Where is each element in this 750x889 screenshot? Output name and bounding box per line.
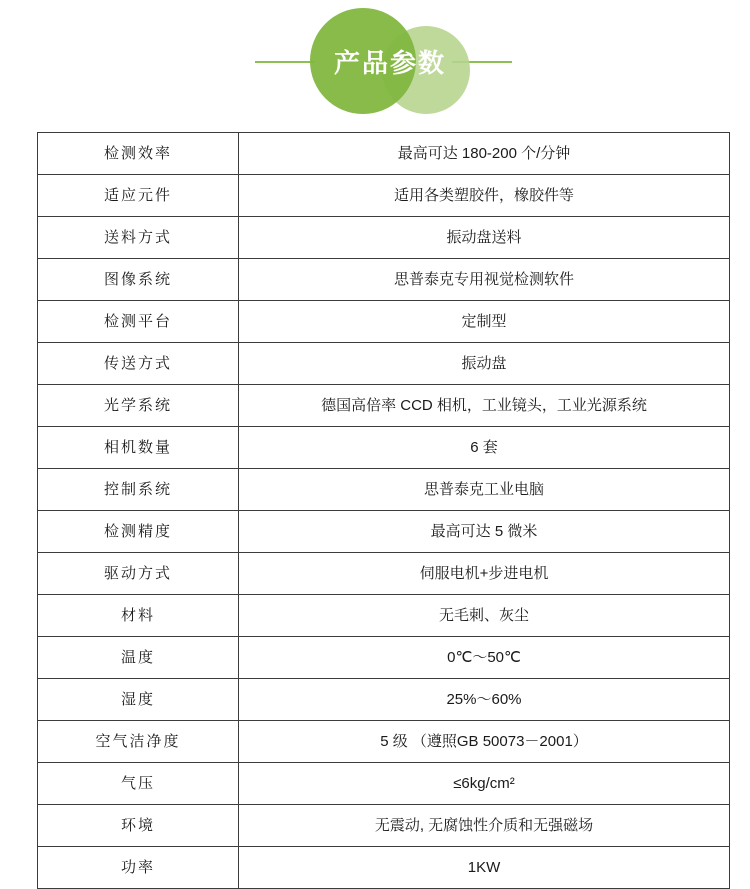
spec-label-cell: 气压 <box>38 763 239 805</box>
page-header <box>0 0 750 122</box>
table-row <box>38 847 730 889</box>
table-row <box>38 511 730 553</box>
spec-value-cell: 德国高倍率 CCD 相机，工业镜头，工业光源系统 <box>239 385 730 427</box>
spec-value-cell: 25%～60% <box>239 679 730 721</box>
spec-value-cell: 最高可达 180-200 个/分钟 <box>239 133 730 175</box>
spec-label-cell: 传送方式 <box>38 343 239 385</box>
spec-value-cell: 定制型 <box>239 301 730 343</box>
spec-value-cell: 无毛刺、灰尘 <box>239 595 730 637</box>
table-row <box>38 721 730 763</box>
spec-label-cell: 环境 <box>38 805 239 847</box>
table-row <box>38 427 730 469</box>
table-row <box>38 553 730 595</box>
spec-value-cell: 无震动, 无腐蚀性介质和无强磁场 <box>239 805 730 847</box>
table-row <box>38 595 730 637</box>
spec-value-cell: 振动盘送料 <box>239 217 730 259</box>
spec-label-cell: 适应元件 <box>38 175 239 217</box>
spec-label-cell: 检测效率 <box>38 133 239 175</box>
spec-label-cell: 材料 <box>38 595 239 637</box>
table-row <box>38 259 730 301</box>
spec-label-cell: 检测平台 <box>38 301 239 343</box>
spec-label-cell: 湿度 <box>38 679 239 721</box>
page-title: 产品参数 <box>333 47 446 78</box>
spec-value-cell: ≤6kg/cm² <box>239 763 730 805</box>
spec-value-cell: 振动盘 <box>239 343 730 385</box>
header-rule-left <box>255 61 315 63</box>
spec-label-cell: 检测精度 <box>38 511 239 553</box>
table-row <box>38 133 730 175</box>
table-row <box>38 637 730 679</box>
spec-value-cell: 0℃～50℃ <box>239 637 730 679</box>
spec-label-cell: 空气洁净度 <box>38 721 239 763</box>
spec-table-body <box>38 133 730 889</box>
spec-label-cell: 光学系统 <box>38 385 239 427</box>
table-row <box>38 763 730 805</box>
spec-label-cell: 功率 <box>38 847 239 889</box>
table-row <box>38 343 730 385</box>
table-row <box>38 301 730 343</box>
spec-value-cell: 思普泰克专用视觉检测软件 <box>239 259 730 301</box>
spec-label-cell: 图像系统 <box>38 259 239 301</box>
spec-label-cell: 相机数量 <box>38 427 239 469</box>
spec-table <box>37 132 730 889</box>
spec-label-cell: 温度 <box>38 637 239 679</box>
spec-value-cell: 适用各类塑胶件，橡胶件等 <box>239 175 730 217</box>
spec-label-cell: 控制系统 <box>38 469 239 511</box>
spec-value-cell: 6 套 <box>239 427 730 469</box>
table-row <box>38 679 730 721</box>
table-row <box>38 469 730 511</box>
spec-value-cell: 5 级 （遵照GB 50073－2001） <box>239 721 730 763</box>
table-row <box>38 805 730 847</box>
spec-value-cell: 伺服电机+步进电机 <box>239 553 730 595</box>
spec-value-cell: 思普泰克工业电脑 <box>239 469 730 511</box>
table-row <box>38 175 730 217</box>
table-row <box>38 385 730 427</box>
spec-table-container <box>0 122 750 889</box>
spec-label-cell: 驱动方式 <box>38 553 239 595</box>
spec-label-cell: 送料方式 <box>38 217 239 259</box>
table-row <box>38 217 730 259</box>
spec-value-cell: 1KW <box>239 847 730 889</box>
spec-value-cell: 最高可达 5 微米 <box>239 511 730 553</box>
header-graphic <box>0 0 750 122</box>
